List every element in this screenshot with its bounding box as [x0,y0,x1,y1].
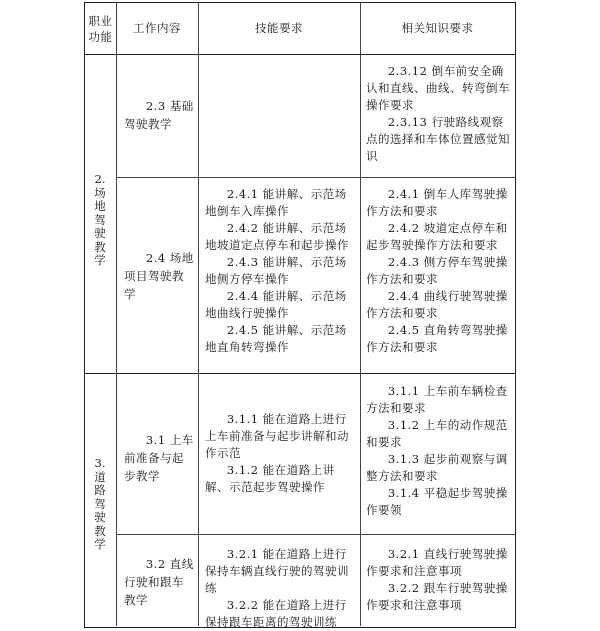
header-divider [85,54,515,55]
skills-cell: 3.1.1 能在道路上进行上车前准备与起步讲解和动作示范 3.1.2 能在道路上讲解、示范起步驾驶操作 [205,412,349,494]
knowledge-cell: 2.3.12 倒车前安全确认和直线、曲线、转弯倒车操作要求 2.3.13 行驶路线观察点的选择和车体位置感觉知识 [366,64,510,163]
knowledge-cell: 3.1.1 上车前车辆检查方法和要求 3.1.2 上车的动作规范和要求 3.1.3 起步前观察与调整方法和要求 3.1.4 平稳起步驾驶操作要领 [366,384,508,517]
section-divider [85,373,515,374]
row-divider [116,177,515,178]
header-content: 工作内容 [133,21,181,35]
skills-cell: 3.2.1 能在道路上进行保持车辆直线行驶的驾驶训练 3.2.2 能在道路上进行保持跟车距离的驾驶训练 [205,547,349,629]
knowledge-cell: 2.4.1 倒车人库驾驶操作方法和要求 2.4.2 坡道定点停车和起步驾驶操作方法和要求 2.4.3 侧方停车驾驶操作方法和要求 2.4.4 曲线行驶驾驶操作方法和要求 2.4.5 直角转弯驾驶操作方法和要求 [366,187,508,354]
function-label: 3. 道路驾驶教学 [94,456,106,551]
skills-cell: 2.4.1 能讲解、示范场地倒车入库操作 2.4.2 能讲解、示范场地坡道定点停车和起步操作 2.4.3 能讲解、示范场地侧方停车操作 2.4.4 能讲解、示范场地曲线行驶操作 2.4.5 能讲解、示范场地直角转弯操作 [205,187,349,354]
requirements-table [84,2,516,628]
knowledge-cell: 3.2.1 直线行驶驾驶操作要求和注意事项 3.2.2 跟车行驶驾驶操作要求和注意事项 [366,547,508,612]
column-divider [360,3,361,626]
header-skills: 技能要求 [255,21,303,35]
work-content-cell: 2.3 基础驾驶教学 [124,99,194,131]
column-divider [116,3,117,626]
column-divider [198,3,199,626]
row-divider [116,534,515,535]
work-content-cell: 3.1 上车前准备与起步教学 [124,433,194,483]
work-content-cell: 2.4 场地项目驾驶教学 [124,251,194,301]
function-label: 2. 场地驾驶教学 [94,172,106,267]
work-content-cell: 3.2 直线行驶和跟车教学 [124,557,194,607]
header-function: 职业 功能 [88,13,113,44]
header-knowledge: 相关知识要求 [401,21,474,35]
